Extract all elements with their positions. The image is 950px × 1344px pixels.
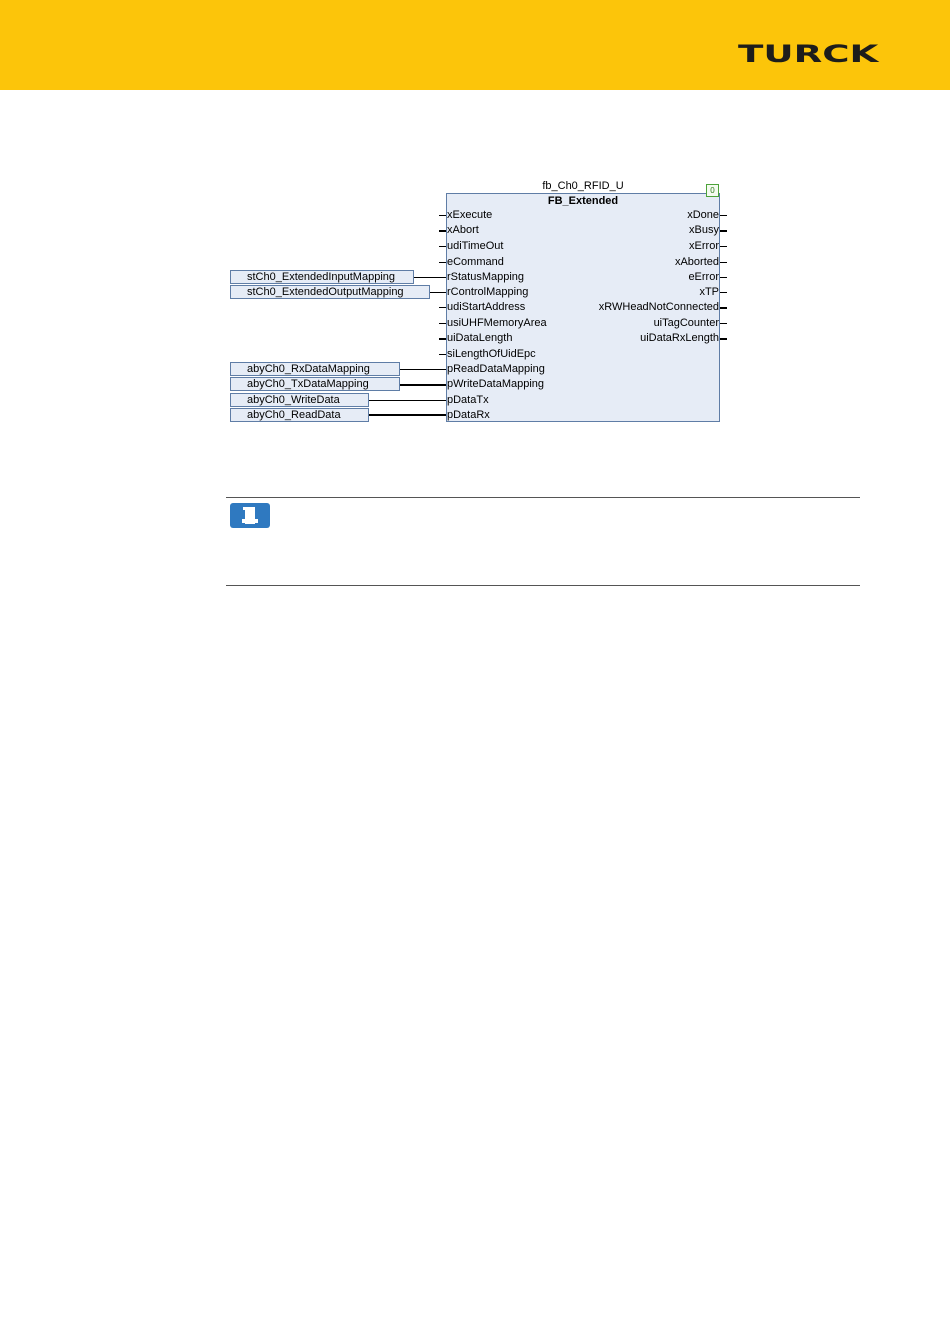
variable-box[interactable]: abyCh0_RxDataMapping: [230, 362, 400, 376]
output-pin[interactable]: uiTagCounter: [653, 317, 719, 329]
output-stub: [720, 277, 727, 278]
input-pin[interactable]: uiDataLength: [447, 332, 513, 344]
variable-box[interactable]: abyCh0_ReadData: [230, 408, 369, 422]
input-stub: [439, 262, 446, 263]
input-stub: [439, 230, 446, 232]
output-stub: [720, 246, 727, 247]
output-stub: [720, 338, 727, 340]
variable-box[interactable]: stCh0_ExtendedOutputMapping: [230, 285, 430, 299]
input-stub: [439, 215, 446, 216]
info-note-icon: [230, 503, 270, 528]
output-stub: [720, 262, 727, 263]
input-pin[interactable]: xAbort: [447, 224, 479, 236]
input-pin[interactable]: udiTimeOut: [447, 240, 504, 252]
output-pin[interactable]: xBusy: [689, 224, 719, 236]
output-pin[interactable]: xRWHeadNotConnected: [598, 301, 719, 313]
note-bottom-rule: [226, 585, 860, 586]
output-pin[interactable]: xDone: [687, 209, 719, 221]
output-pin[interactable]: eError: [688, 271, 719, 283]
output-pin[interactable]: uiDataRxLength: [640, 332, 719, 344]
turck-logo: TURCK: [738, 40, 879, 68]
output-stub: [720, 307, 727, 309]
output-pin[interactable]: xAborted: [674, 256, 719, 268]
output-pin[interactable]: xError: [689, 240, 719, 252]
fb-type-name: FB_Extended: [547, 195, 619, 207]
output-stub: [720, 230, 727, 232]
input-stub: [439, 323, 446, 324]
input-pin[interactable]: siLengthOfUidEpc: [447, 348, 536, 360]
input-pin[interactable]: pWriteDataMapping: [447, 378, 545, 390]
output-stub: [720, 215, 727, 216]
connection-wire: [430, 292, 446, 293]
input-pin[interactable]: pDataRx: [447, 409, 490, 421]
fb-badge: 0: [706, 184, 719, 197]
connection-wire: [414, 277, 446, 278]
note-top-rule: [226, 497, 860, 498]
input-stub: [439, 338, 446, 340]
input-stub: [439, 246, 446, 247]
input-pin[interactable]: rControlMapping: [447, 286, 529, 298]
output-pin[interactable]: xTP: [699, 286, 719, 298]
input-stub: [439, 307, 446, 308]
variable-box[interactable]: abyCh0_TxDataMapping: [230, 377, 400, 391]
input-pin[interactable]: pReadDataMapping: [447, 363, 545, 375]
connection-wire: [400, 369, 446, 370]
output-stub: [720, 292, 727, 293]
connection-wire: [369, 400, 446, 401]
input-pin[interactable]: pDataTx: [447, 394, 489, 406]
function-block-diagram: [0, 0, 950, 440]
connection-wire: [400, 384, 446, 386]
input-pin[interactable]: usiUHFMemoryArea: [447, 317, 547, 329]
fb-instance-name: fb_Ch0_RFID_U: [542, 180, 624, 192]
input-stub: [439, 354, 446, 355]
variable-box[interactable]: abyCh0_WriteData: [230, 393, 369, 407]
output-stub: [720, 323, 727, 324]
connection-wire: [369, 414, 446, 416]
input-pin[interactable]: eCommand: [447, 256, 504, 268]
input-pin[interactable]: rStatusMapping: [447, 271, 525, 283]
variable-box[interactable]: stCh0_ExtendedInputMapping: [230, 270, 414, 284]
input-pin[interactable]: udiStartAddress: [447, 301, 526, 313]
input-pin[interactable]: xExecute: [447, 209, 493, 221]
